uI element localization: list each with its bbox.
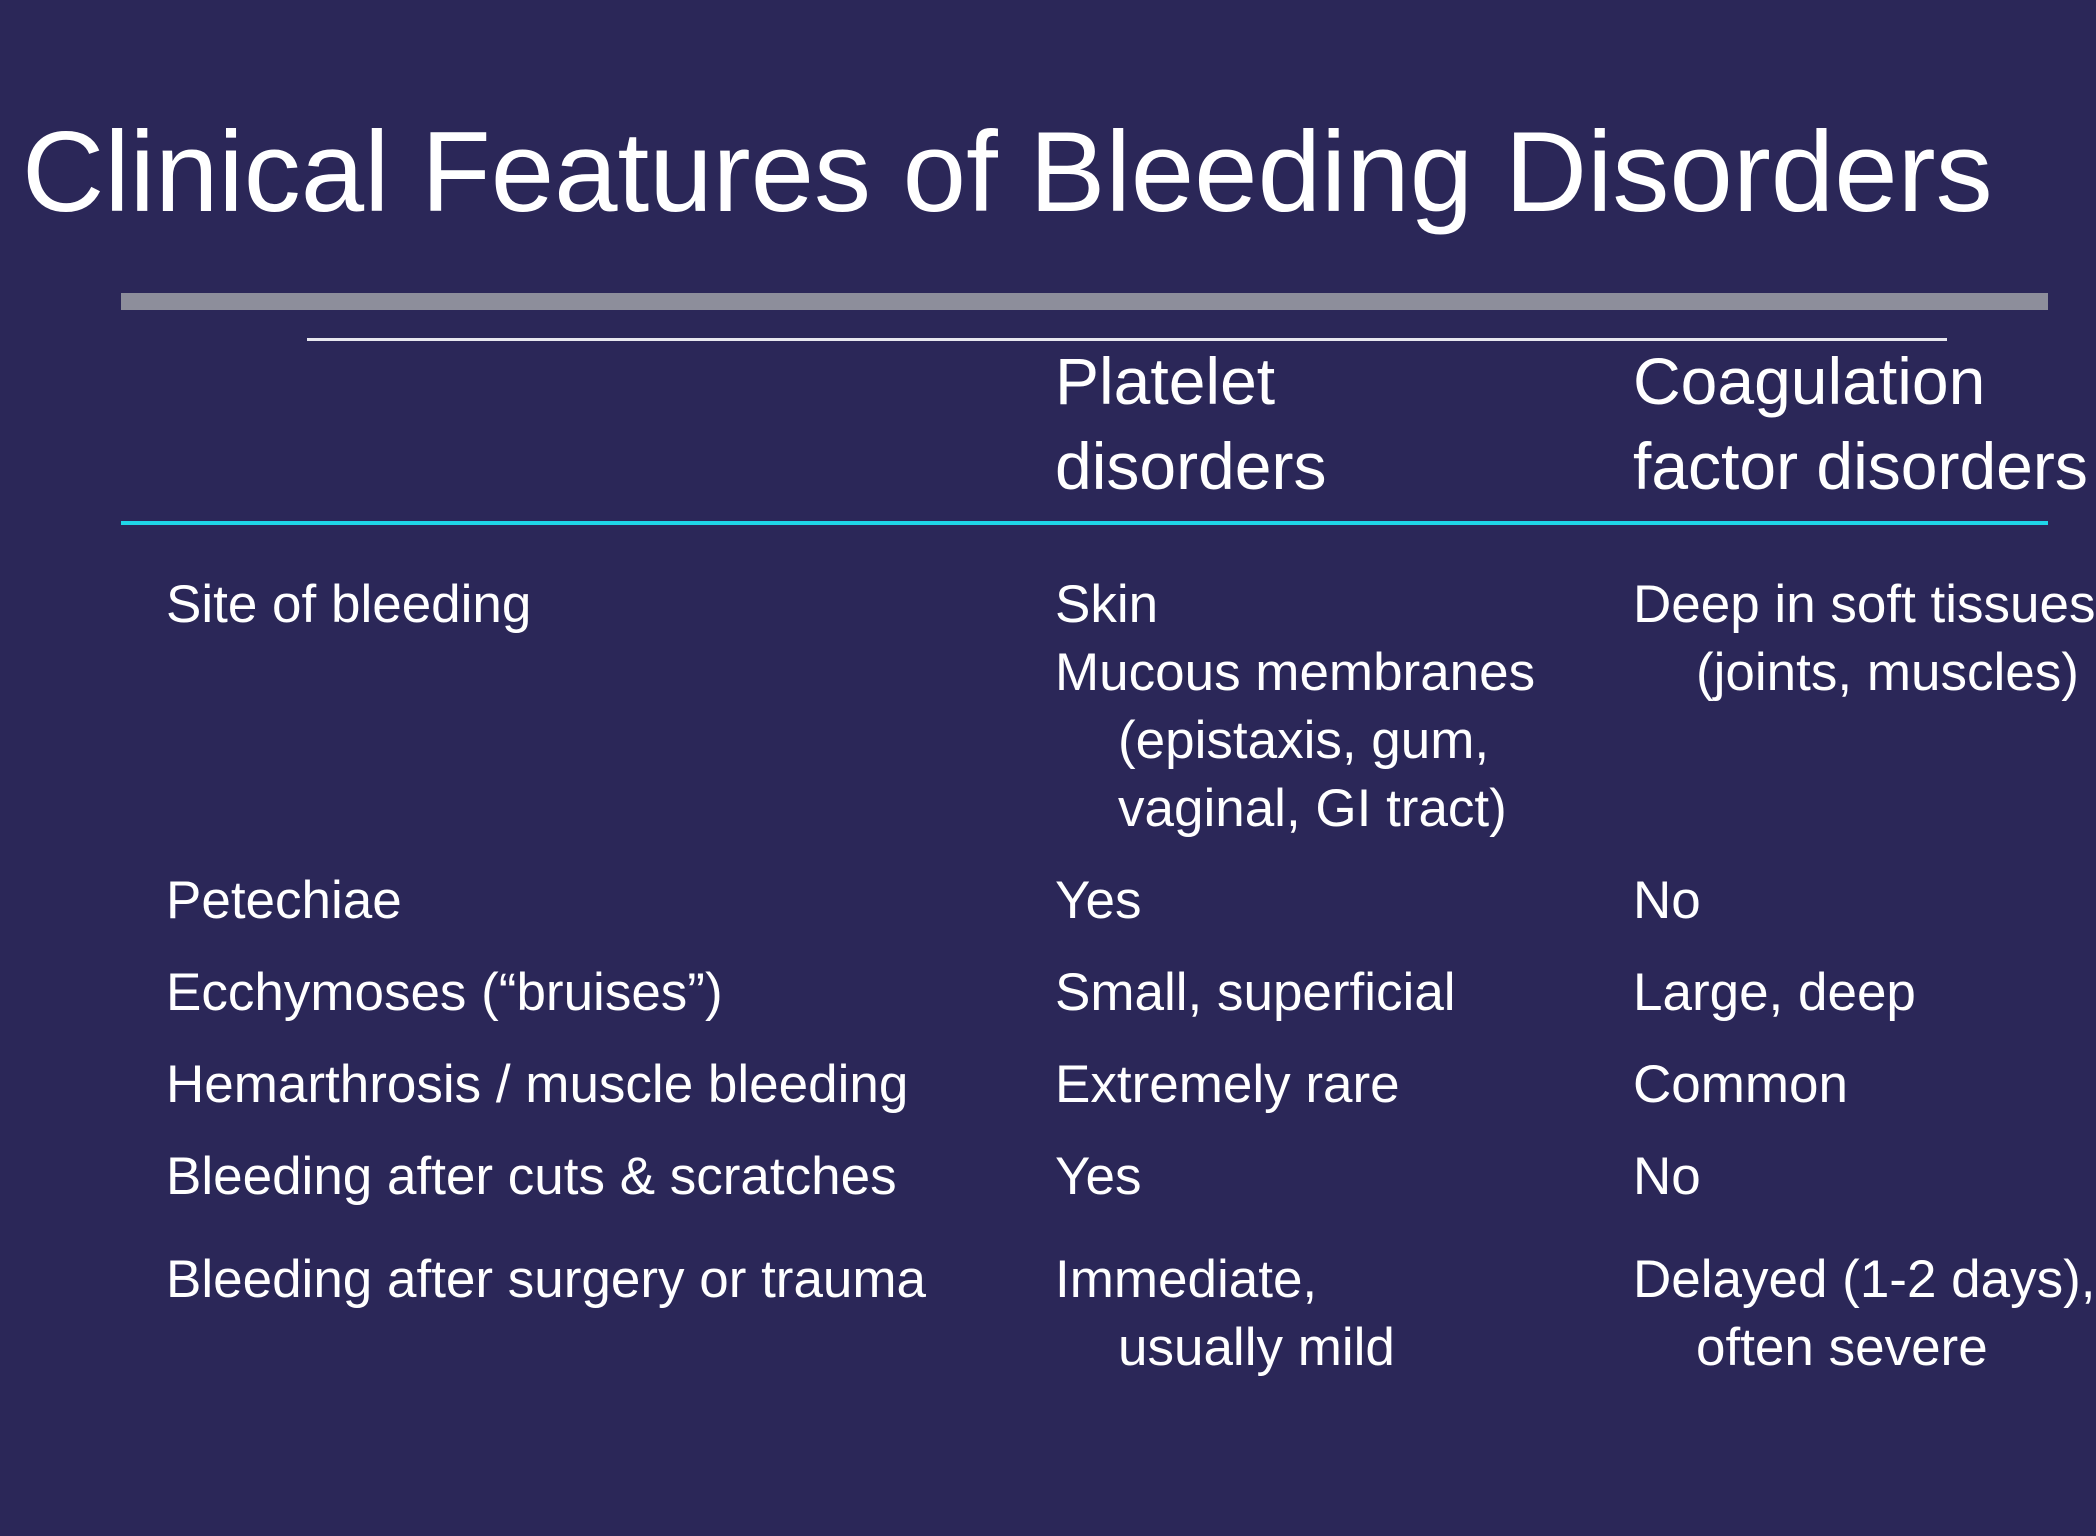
column-header-line: Platelet <box>1055 344 1276 418</box>
column-header-line: factor disorders <box>1633 429 2088 503</box>
cell-platelet-surgery <box>1055 1246 1395 1382</box>
cell-platelet-hemarthrosis <box>1055 1051 1400 1119</box>
header-divider-cyan <box>121 521 2048 525</box>
cell-line: (joints, muscles) <box>1696 643 2079 702</box>
cell-line: Large, deep <box>1633 963 1916 1022</box>
cell-platelet-petechiae <box>1055 867 1141 935</box>
row-label-text: Bleeding after cuts & scratches <box>166 1147 897 1206</box>
column-header-line: Coagulation <box>1633 344 1986 418</box>
slide-title: Clinical Features of Bleeding Disorders <box>22 109 1993 236</box>
row-label-bleeding-after-surgery <box>166 1246 926 1314</box>
row-label-site-of-bleeding <box>166 571 531 639</box>
row-label-petechiae <box>166 867 402 935</box>
cell-coagulation-petechiae <box>1633 867 1701 935</box>
row-label-text: Site of bleeding <box>166 575 532 634</box>
row-label-bleeding-after-cuts <box>166 1143 897 1211</box>
row-label-text: Hemarthrosis / muscle bleeding <box>166 1055 909 1114</box>
cell-line: Delayed (1-2 days), <box>1633 1250 2096 1309</box>
cell-line: often severe <box>1696 1318 1988 1377</box>
cell-line: (epistaxis, gum, <box>1118 711 1490 770</box>
cell-coagulation-site <box>1633 571 2096 707</box>
cell-line: vaginal, GI tract) <box>1118 779 1507 838</box>
cell-line: Extremely rare <box>1055 1055 1400 1114</box>
column-header-coagulation <box>1633 339 2088 509</box>
column-header-line: disorders <box>1055 429 1327 503</box>
cell-platelet-cuts <box>1055 1143 1141 1211</box>
cell-line: Immediate, <box>1055 1250 1318 1309</box>
cell-line: Yes <box>1055 871 1142 930</box>
cell-line: Skin <box>1055 575 1159 634</box>
cell-coagulation-hemarthrosis <box>1633 1051 1848 1119</box>
row-label-hemarthrosis <box>166 1051 908 1119</box>
cell-coagulation-surgery <box>1633 1246 2095 1382</box>
cell-line: Yes <box>1055 1147 1142 1206</box>
row-label-text: Bleeding after surgery or trauma <box>166 1250 927 1309</box>
cell-line: Common <box>1633 1055 1849 1114</box>
cell-platelet-site <box>1055 571 1535 843</box>
cell-line: Mucous membranes <box>1055 643 1536 702</box>
cell-line: No <box>1633 871 1701 930</box>
row-label-ecchymoses <box>166 959 723 1027</box>
row-label-text: Petechiae <box>166 871 402 930</box>
cell-coagulation-ecchymoses <box>1633 959 1916 1027</box>
cell-line: Deep in soft tissues <box>1633 575 2096 634</box>
column-header-platelet <box>1055 339 1326 509</box>
title-divider-grey <box>121 293 2048 310</box>
cell-line: usually mild <box>1118 1318 1395 1377</box>
row-label-text: Ecchymoses (“bruises”) <box>166 963 723 1022</box>
cell-line: No <box>1633 1147 1701 1206</box>
cell-platelet-ecchymoses <box>1055 959 1456 1027</box>
cell-coagulation-cuts <box>1633 1143 1701 1211</box>
cell-line: Small, superficial <box>1055 963 1456 1022</box>
